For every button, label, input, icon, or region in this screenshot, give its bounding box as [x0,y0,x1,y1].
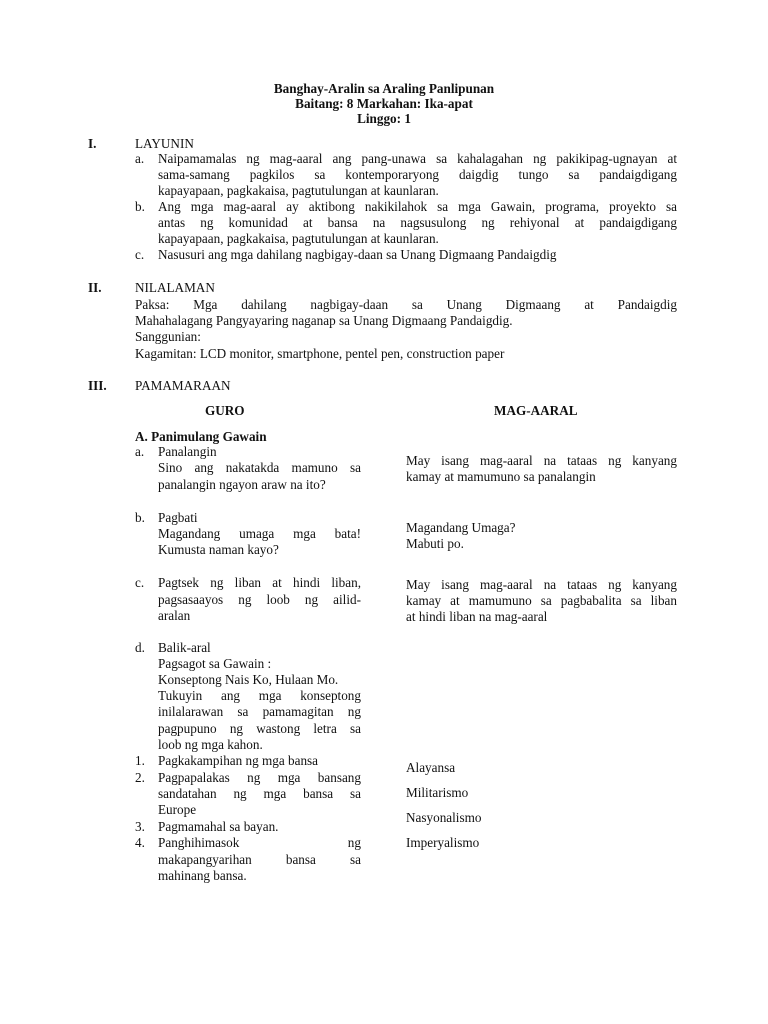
guro-d-line-5: pagpupuno ng wastong letra sa [158,721,361,736]
guro-b-line-2: Kumusta naman kayo? [158,542,279,557]
objective-b-line-2: antas ng komunidad at bansa na nagsusulong ng rehiyonal at pandaigdigang [158,215,677,230]
guro-c-line-2: pagsasaayos ng loob ng ailid- [158,592,361,607]
mag-aaral-c-line-3: at hindi liban na mag-aaral [406,609,548,624]
objective-b-line-3: kapayapaan, pagkakaisa, pagtutulungan at kaunlaran. [158,231,439,246]
objective-b-marker: b. [135,199,145,214]
guro-d-line-2: Konseptong Nais Ko, Hulaan Mo. [158,672,339,687]
section-2-number: II. [88,280,102,295]
section-3-heading: PAMAMARAAN [135,378,231,393]
guro-d-title: Balik-aral [158,640,211,655]
numbered-item-2-line-3: Europe [158,802,197,817]
column-header-guro: GURO [205,403,245,418]
section-2-heading: NILALAMAN [135,280,215,295]
numbered-item-3-number: 3. [135,819,145,834]
objective-a-line-2: sama-samang pagkilos sa kontemporaryong daigdig tungo sa pandaigdigang [158,167,677,182]
guro-d-marker: d. [135,640,145,655]
guro-d-line-4: inilalarawan sa pamamagitan ng [158,704,361,719]
guro-b-title: Pagbati [158,510,198,525]
guro-d-line-6: loob ng mga kahon. [158,737,263,752]
guro-d-line-3: Tukuyin ang mga konseptong [158,688,361,703]
guro-c-line-3: aralan [158,608,191,623]
guro-c-marker: c. [135,575,145,590]
answer-1: Alayansa [406,760,456,775]
mag-aaral-a-line-2: kamay at mamumuno sa panalangin [406,469,596,484]
objective-a-line-1: Naipamamalas ng mag-aaral ang pang-unawa sa kahalagahan ng pakikipag-ugnayan at [158,151,677,166]
numbered-item-2-line-1: Pagpapalakas ng mga bansang [158,770,361,785]
content-materials: Kagamitan: LCD monitor, smartphone, pentel pen, construction paper [135,346,505,361]
column-header-mag-aaral: MAG-AARAL [494,403,578,418]
objective-a-marker: a. [135,151,145,166]
numbered-item-4-line-2: makapangyarihan bansa sa [158,852,361,867]
numbered-item-3-line-1: Pagmamahal sa bayan. [158,819,279,834]
section-3-number: III. [88,378,107,393]
guro-d-line-1: Pagsagot sa Gawain : [158,656,272,671]
numbered-item-4-line-1: Panghihimasok ng [158,835,361,850]
answer-3: Nasyonalismo [406,810,482,825]
mag-aaral-a-line-1: May isang mag-aaral na tataas ng kanyang [406,453,677,468]
guro-b-line-1: Magandang umaga mga bata! [158,526,361,541]
guro-a-marker: a. [135,444,145,459]
week: Linggo: 1 [357,111,411,126]
content-topic: Paksa: Mga dahilang nagbigay-daan sa Unang Digmaang at Pandaigdig [135,297,677,312]
numbered-item-1-line-1: Pagkakampihan ng mga bansa [158,753,319,768]
guro-a-line-2: panalangin ngayon araw na ito? [158,477,326,492]
mag-aaral-b-line-2: Mabuti po. [406,536,464,551]
guro-b-marker: b. [135,510,145,525]
objective-c-line-1: Nasusuri ang mga dahilang nagbigay-daan sa Unang Digmaang Pandaigdig [158,247,557,262]
document-title: Banghay-Aralin sa Araling Panlipunan [273,81,495,96]
section-1-number: I. [88,136,97,151]
numbered-item-2-number: 2. [135,770,145,785]
objective-b-line-1: Ang mga mag-aaral ay aktibong nakikilahok sa mga Gawain, programa, proyekto sa [158,199,677,214]
guro-a-line-1: Sino ang nakatakda mamuno sa [158,460,361,475]
numbered-item-4-line-3: mahinang bansa. [158,868,247,883]
content-reference: Sanggunian: [135,329,201,344]
content-events: Mahahalagang Pangyayaring naganap sa Unang Digmaang Pandaigdig. [135,313,513,328]
guro-c-line-1: Pagtsek ng liban at hindi liban, [158,575,361,590]
section-1-heading: LAYUNIN [135,136,194,151]
mag-aaral-c-line-2: kamay at mamumuno sa pagbabalita sa liban [406,593,677,608]
numbered-item-4-number: 4. [135,835,145,850]
numbered-item-1-number: 1. [135,753,145,768]
objective-a-line-3: kapayapaan, pagkakaisa, pagtutulungan at kaunlaran. [158,183,439,198]
mag-aaral-b-line-1: Magandang Umaga? [406,520,516,535]
numbered-item-2-line-2: sandatahan ng mga bansa sa [158,786,361,801]
grade-quarter: Baitang: 8 Markahan: Ika-apat [295,96,473,111]
answer-2: Militarismo [406,785,469,800]
objective-c-marker: c. [135,247,145,262]
answer-4: Imperyalismo [406,835,480,850]
guro-a-title: Panalangin [158,444,217,459]
subheading-panimulang-gawain: A. Panimulang Gawain [135,429,267,444]
mag-aaral-c-line-1: May isang mag-aaral na tataas ng kanyang [406,577,677,592]
